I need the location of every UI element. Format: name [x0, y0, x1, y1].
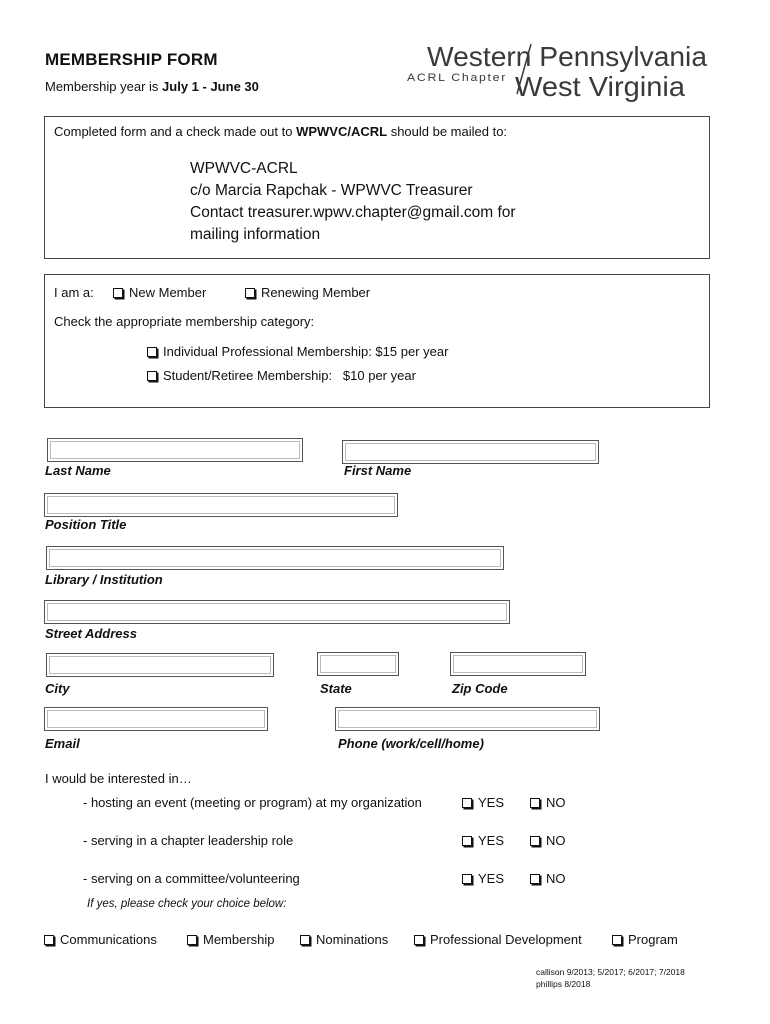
i-am-label: I am a:: [54, 285, 94, 300]
email-label: Email: [45, 736, 80, 751]
logo-chapter: ACRL Chapter: [407, 72, 507, 84]
library-input[interactable]: [46, 546, 504, 570]
first-name-label: First Name: [344, 463, 412, 478]
checkbox-icon[interactable]: [147, 347, 157, 357]
street-address-input[interactable]: [44, 600, 510, 624]
checkbox-icon[interactable]: [612, 935, 622, 945]
choice-program[interactable]: [612, 932, 678, 947]
interest-yes-option[interactable]: [462, 871, 504, 886]
city-input[interactable]: [46, 653, 274, 677]
checkbox-icon[interactable]: [147, 371, 157, 381]
address-line: c/o Marcia Rapchak - WPWVC Treasurer: [190, 182, 473, 199]
checkbox-icon[interactable]: [245, 288, 255, 298]
phone-input[interactable]: [335, 707, 600, 731]
membership-year-value: July 1 - June 30: [162, 79, 259, 94]
yes-label: YES: [478, 795, 505, 810]
revision-line: phillips 8/2018: [536, 979, 591, 989]
zip-code-input[interactable]: [450, 652, 586, 676]
checkbox-icon[interactable]: [462, 798, 472, 808]
last-name-label: Last Name: [45, 463, 111, 478]
yes-label: YES: [478, 833, 505, 848]
address-line: mailing information: [190, 226, 321, 243]
zip-code-label: Zip Code: [452, 681, 508, 696]
checkbox-icon[interactable]: [530, 874, 540, 884]
state-label: State: [320, 681, 352, 696]
mailing-info-box: [44, 116, 710, 259]
choice-label: Program: [628, 932, 678, 947]
interest-item: - serving in a chapter leadership role: [83, 833, 294, 848]
no-label: NO: [546, 795, 566, 810]
renewing-member-label: Renewing Member: [261, 285, 371, 300]
new-member-option[interactable]: [113, 285, 206, 300]
revision-note: [536, 966, 685, 990]
interests-heading: I would be interested in…: [45, 771, 192, 786]
address-line: WPWVC-ACRL: [190, 160, 298, 177]
checkbox-icon[interactable]: [113, 288, 123, 298]
interest-no-option[interactable]: [530, 833, 566, 848]
individual-option[interactable]: [147, 344, 448, 359]
city-label: City: [45, 681, 70, 696]
choice-label: Communications: [60, 932, 157, 947]
choice-label: Membership: [203, 932, 275, 947]
library-label: Library / Institution: [45, 572, 163, 587]
checkbox-icon[interactable]: [414, 935, 424, 945]
interest-no-option[interactable]: [530, 871, 566, 886]
interest-item: - hosting an event (meeting or program) at my organization: [83, 795, 422, 810]
last-name-input[interactable]: [47, 438, 303, 462]
category-prompt: Check the appropriate membership category:: [54, 314, 315, 329]
form-title: MEMBERSHIP FORM: [45, 50, 218, 69]
interest-item: - serving on a committee/volunteering: [83, 871, 300, 886]
no-label: NO: [546, 833, 566, 848]
position-title-input[interactable]: [44, 493, 398, 517]
checkbox-icon[interactable]: [300, 935, 310, 945]
instruction-prefix: Completed form and a check made out to: [54, 124, 297, 139]
choice-professional-development[interactable]: [414, 932, 582, 947]
revision-line: callison 9/2013; 5/2017; 6/2017; 7/2018: [536, 967, 685, 977]
individual-label: Individual Professional Membership: $15 per year: [163, 344, 449, 359]
interest-no-option[interactable]: [530, 795, 566, 810]
logo-line2: West Virginia: [515, 71, 686, 102]
instruction-suffix: should be mailed to:: [387, 124, 508, 139]
chapter-logo: [405, 38, 715, 103]
no-label: NO: [546, 871, 566, 886]
membership-year-prefix: Membership year is: [45, 79, 163, 94]
choice-communications[interactable]: [44, 932, 157, 947]
interest-yes-option[interactable]: [462, 795, 504, 810]
state-input[interactable]: [317, 652, 399, 676]
first-name-input[interactable]: [342, 440, 599, 464]
interest-yes-option[interactable]: [462, 833, 504, 848]
mailing-address: [190, 158, 516, 246]
checkbox-icon[interactable]: [530, 836, 540, 846]
mailing-instruction: [54, 124, 507, 139]
student-label: Student/Retiree Membership: $10 per year: [163, 368, 416, 383]
choice-nominations[interactable]: [300, 932, 388, 947]
yes-label: YES: [478, 871, 505, 886]
choice-label: Professional Development: [430, 932, 582, 947]
student-option[interactable]: [147, 368, 416, 383]
address-line: Contact treasurer.wpwv.chapter@gmail.com for: [190, 204, 516, 221]
choice-label: Nominations: [316, 932, 389, 947]
checkbox-icon[interactable]: [187, 935, 197, 945]
choice-membership[interactable]: [187, 932, 275, 947]
membership-type-box: [44, 274, 710, 408]
checkbox-icon[interactable]: [530, 798, 540, 808]
instruction-bold: WPWVC/ACRL: [296, 124, 388, 139]
renewing-member-option[interactable]: [245, 285, 370, 300]
new-member-label: New Member: [129, 285, 207, 300]
logo-line1: Western Pennsylvania: [427, 41, 708, 72]
checkbox-icon[interactable]: [462, 874, 472, 884]
membership-year: [45, 79, 259, 94]
checkbox-icon[interactable]: [462, 836, 472, 846]
position-title-label: Position Title: [45, 517, 127, 532]
checkbox-icon[interactable]: [44, 935, 54, 945]
choice-note: If yes, please check your choice below:: [87, 898, 287, 910]
email-input[interactable]: [44, 707, 268, 731]
street-address-label: Street Address: [45, 626, 137, 641]
phone-label: Phone (work/cell/home): [338, 736, 484, 751]
